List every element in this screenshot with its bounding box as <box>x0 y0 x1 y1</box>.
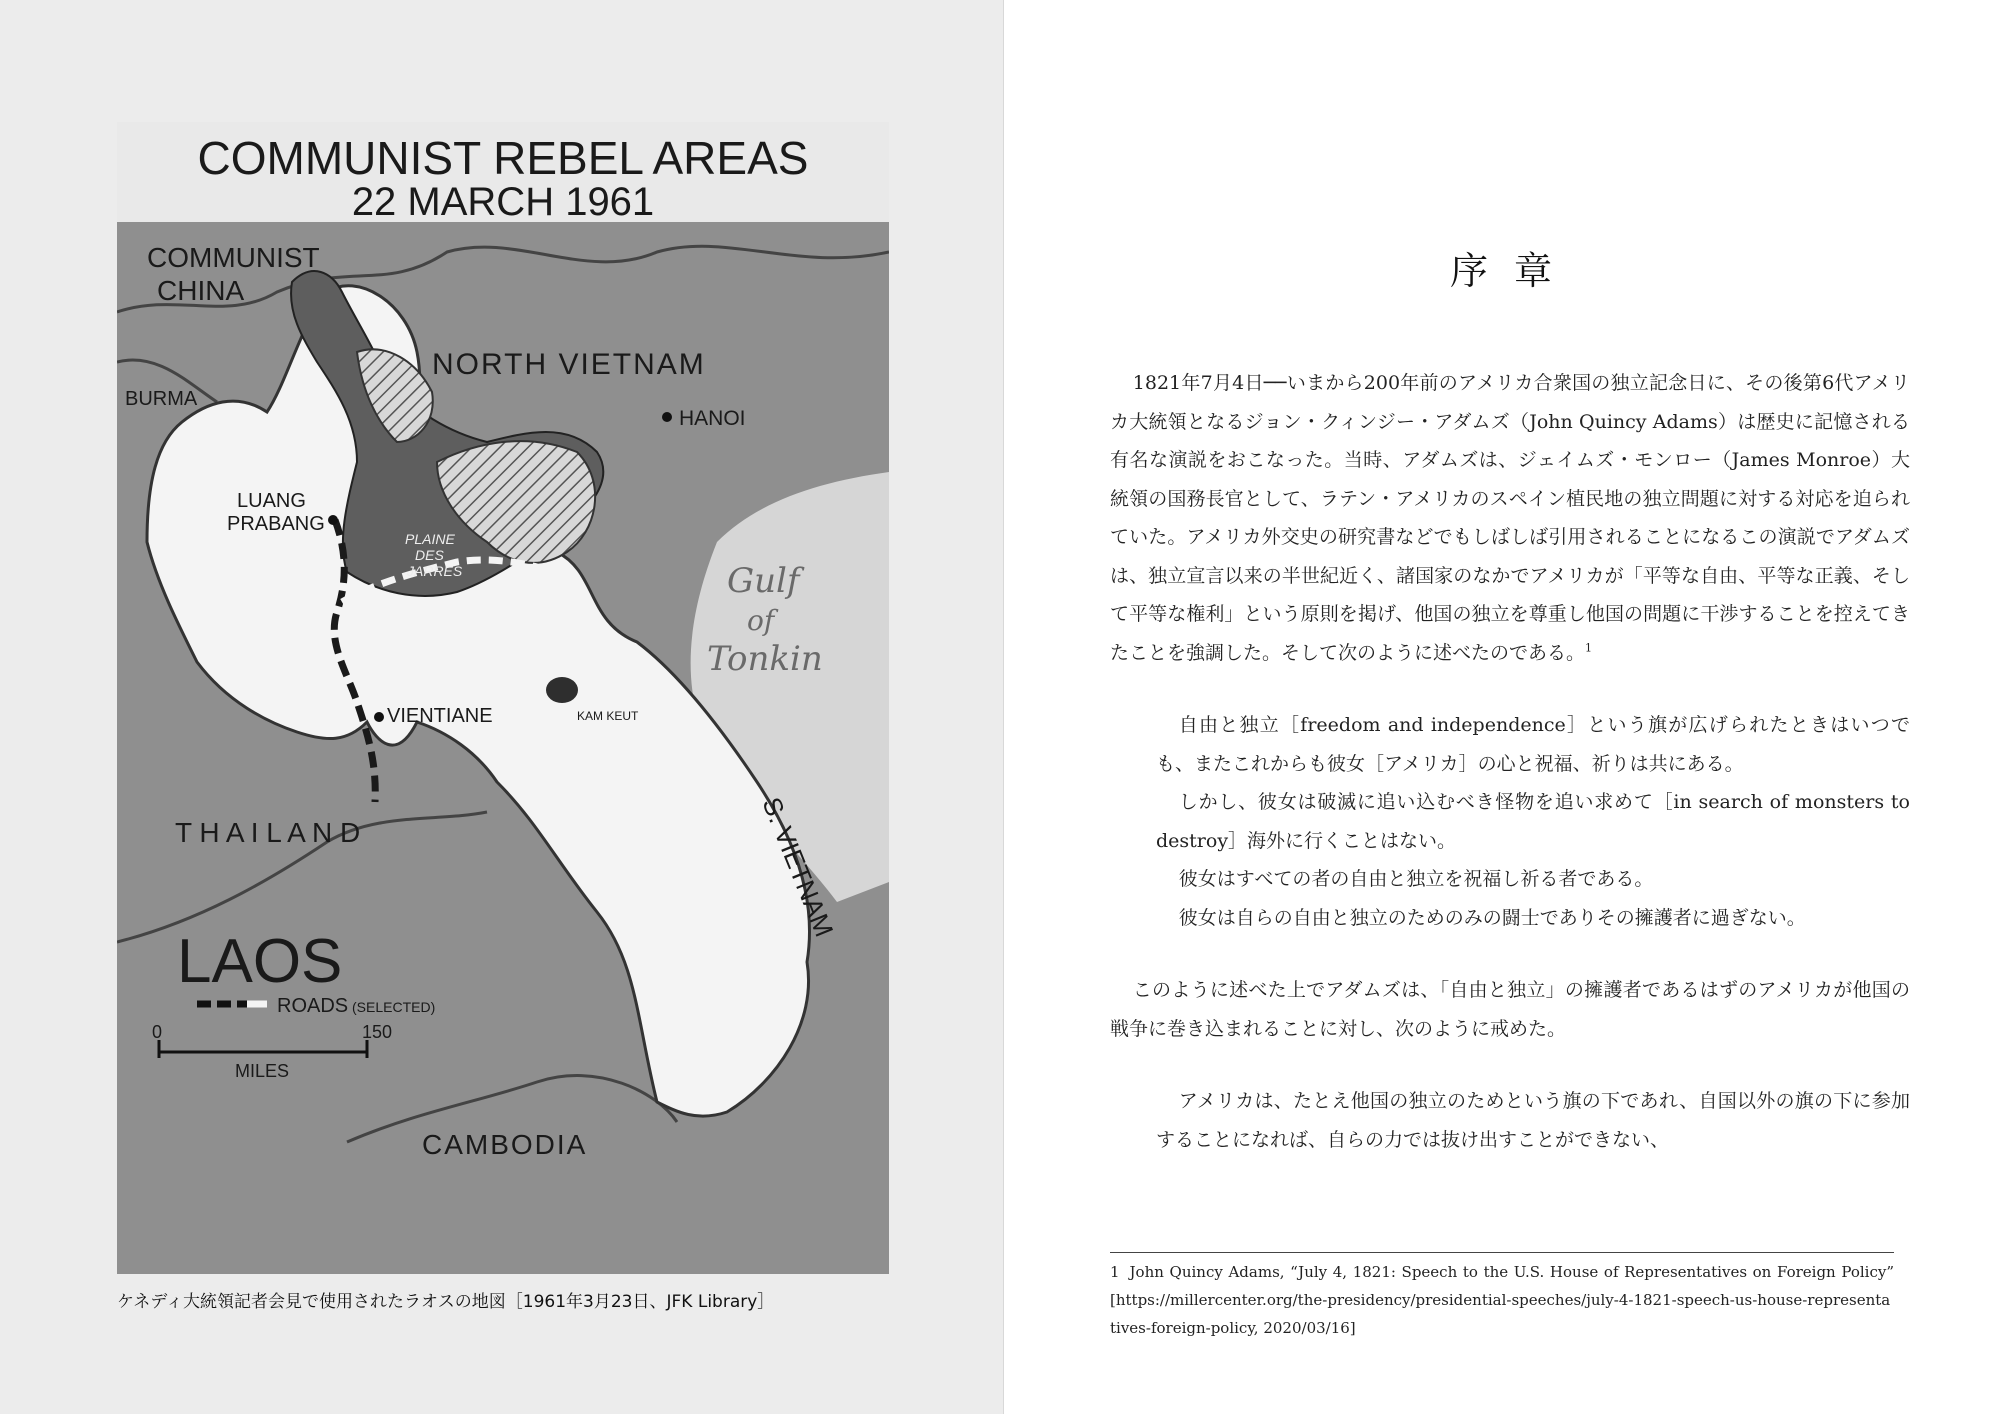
paragraph-1-text: 1821年7月4日──いまから200年前のアメリカ合衆国の独立記念日に、その後第6代アメリカ大統領となるジョン・クィンジー・アダムズ（John Quincy Adams）は歴史に記憶される有名な演説をおこなった。当時、アダムズは、ジェイムズ・モンロー（James Monroe）大統領の国務長官として、ラテン・アメリカのスペイン植民地の独立問題に対する対応を迫られていた。アメリカ外交史の研究書などでもしばしば引用されることになるこの演説でアダムズは、独立宣言以来の半世紀近く、諸国家のなかでアメリカが「平等な自由、平等な正義、そして平等な権利」という原則を掲げ、他国の独立を尊重し他国の問題に干渉することを控えてきたことを強調した。そして次のように述べたのである。 <box>1110 372 1910 664</box>
label-kam-keut: KAM KEUT <box>577 709 639 723</box>
label-vientiane: VIENTIANE <box>387 705 493 727</box>
kam-keut-marker <box>546 677 578 703</box>
spacer <box>1110 672 1910 706</box>
block-quote-2 <box>1110 1082 1910 1159</box>
map-title-line2: 22 MARCH 1961 <box>351 180 655 224</box>
label-communist: COMMUNIST <box>147 242 320 273</box>
map-title-line1: COMMUNIST REBEL AREAS <box>197 132 809 184</box>
label-thailand: T H A I L A N D <box>175 817 361 848</box>
vientiane-dot <box>374 712 384 722</box>
label-cambodia: CAMBODIA <box>422 1129 588 1160</box>
body-text <box>1110 364 1910 1159</box>
scale-label-150: 150 <box>362 1022 393 1042</box>
quote-line-5: アメリカは、たとえ他国の独立のためという旗の下であれ、自国以外の旗の下に参加することになれば、自らの力では抜け出すことができない、 <box>1156 1090 1910 1151</box>
paragraph-2: このように述べた上でアダムズは、「自由と独立」の擁護者であるはずのアメリカが他国の戦争に巻き込まれることに対し、次のように戒めた。 <box>1110 979 1910 1040</box>
footnote-reference[interactable]: 1 <box>1585 641 1593 655</box>
map-caption: ケネディ大統領記者会見で使用されたラオスの地図［1961年3月23日、JFK Library］ <box>117 1292 775 1312</box>
spacer <box>1110 937 1910 971</box>
hanoi-dot <box>662 412 672 422</box>
label-china: CHINA <box>157 275 245 306</box>
label-laos: LAOS <box>177 927 343 996</box>
luang-prabang-dot <box>328 515 338 525</box>
footnote-divider <box>1110 1252 1894 1253</box>
quote-line-2: しかし、彼女は破滅に追い込むべき怪物を追い求めて［in search of monsters to destroy］海外に行くことはない。 <box>1156 791 1910 852</box>
spacer <box>1110 1048 1910 1082</box>
label-of: of <box>747 604 775 637</box>
label-plaine: PLAINE <box>405 531 455 547</box>
label-burma: BURMA <box>125 388 198 410</box>
quote-line-1: 自由と独立［freedom and independence］という旗が広げられたときはいつでも、またこれからも彼女［アメリカ］の心と祝福、祈りは共にある。 <box>1156 714 1910 775</box>
footnote-number: 1 <box>1110 1263 1120 1281</box>
scale-label-miles: MILES <box>235 1061 290 1081</box>
quote-line-4: 彼女は自らの自由と独立のためのみの闘士でありその擁護者に過ぎない。 <box>1178 906 1806 929</box>
label-roads: ROADS <box>277 995 349 1017</box>
scale-label-zero: 0 <box>152 1022 163 1042</box>
footnote-text: John Quincy Adams, “July 4, 1821: Speech to the U.S. House of Representatives on Foreign Policy” [https://millercenter.org/the-presidency/presidential-speeches/july-4-1821-speech-us-house-representatives-foreign-policy, 2020/03/16] <box>1110 1263 1894 1337</box>
label-s-vietnam: S. VIETNAM <box>756 793 840 941</box>
label-jarres: JARRES <box>407 563 463 579</box>
label-roads-selected: (SELECTED) <box>352 999 436 1015</box>
label-luang: LUANG <box>237 490 306 512</box>
label-prabang: PRABANG <box>227 513 325 535</box>
label-des: DES <box>415 547 444 563</box>
label-north-vietnam: NORTH VIETNAM <box>432 348 706 381</box>
quote-line-3: 彼女はすべての者の自由と独立を祝福し祈る者である。 <box>1178 868 1654 890</box>
laos-map-photo <box>117 122 889 1274</box>
label-tonkin: Tonkin <box>707 639 823 679</box>
paragraph-1 <box>1110 364 1910 672</box>
label-gulf: Gulf <box>727 561 800 601</box>
chapter-title: 序章 <box>1450 249 1579 293</box>
label-hanoi: HANOI <box>679 407 746 430</box>
laos-map <box>117 122 889 1274</box>
footnote <box>1110 1258 1894 1342</box>
block-quote-1 <box>1110 706 1910 937</box>
